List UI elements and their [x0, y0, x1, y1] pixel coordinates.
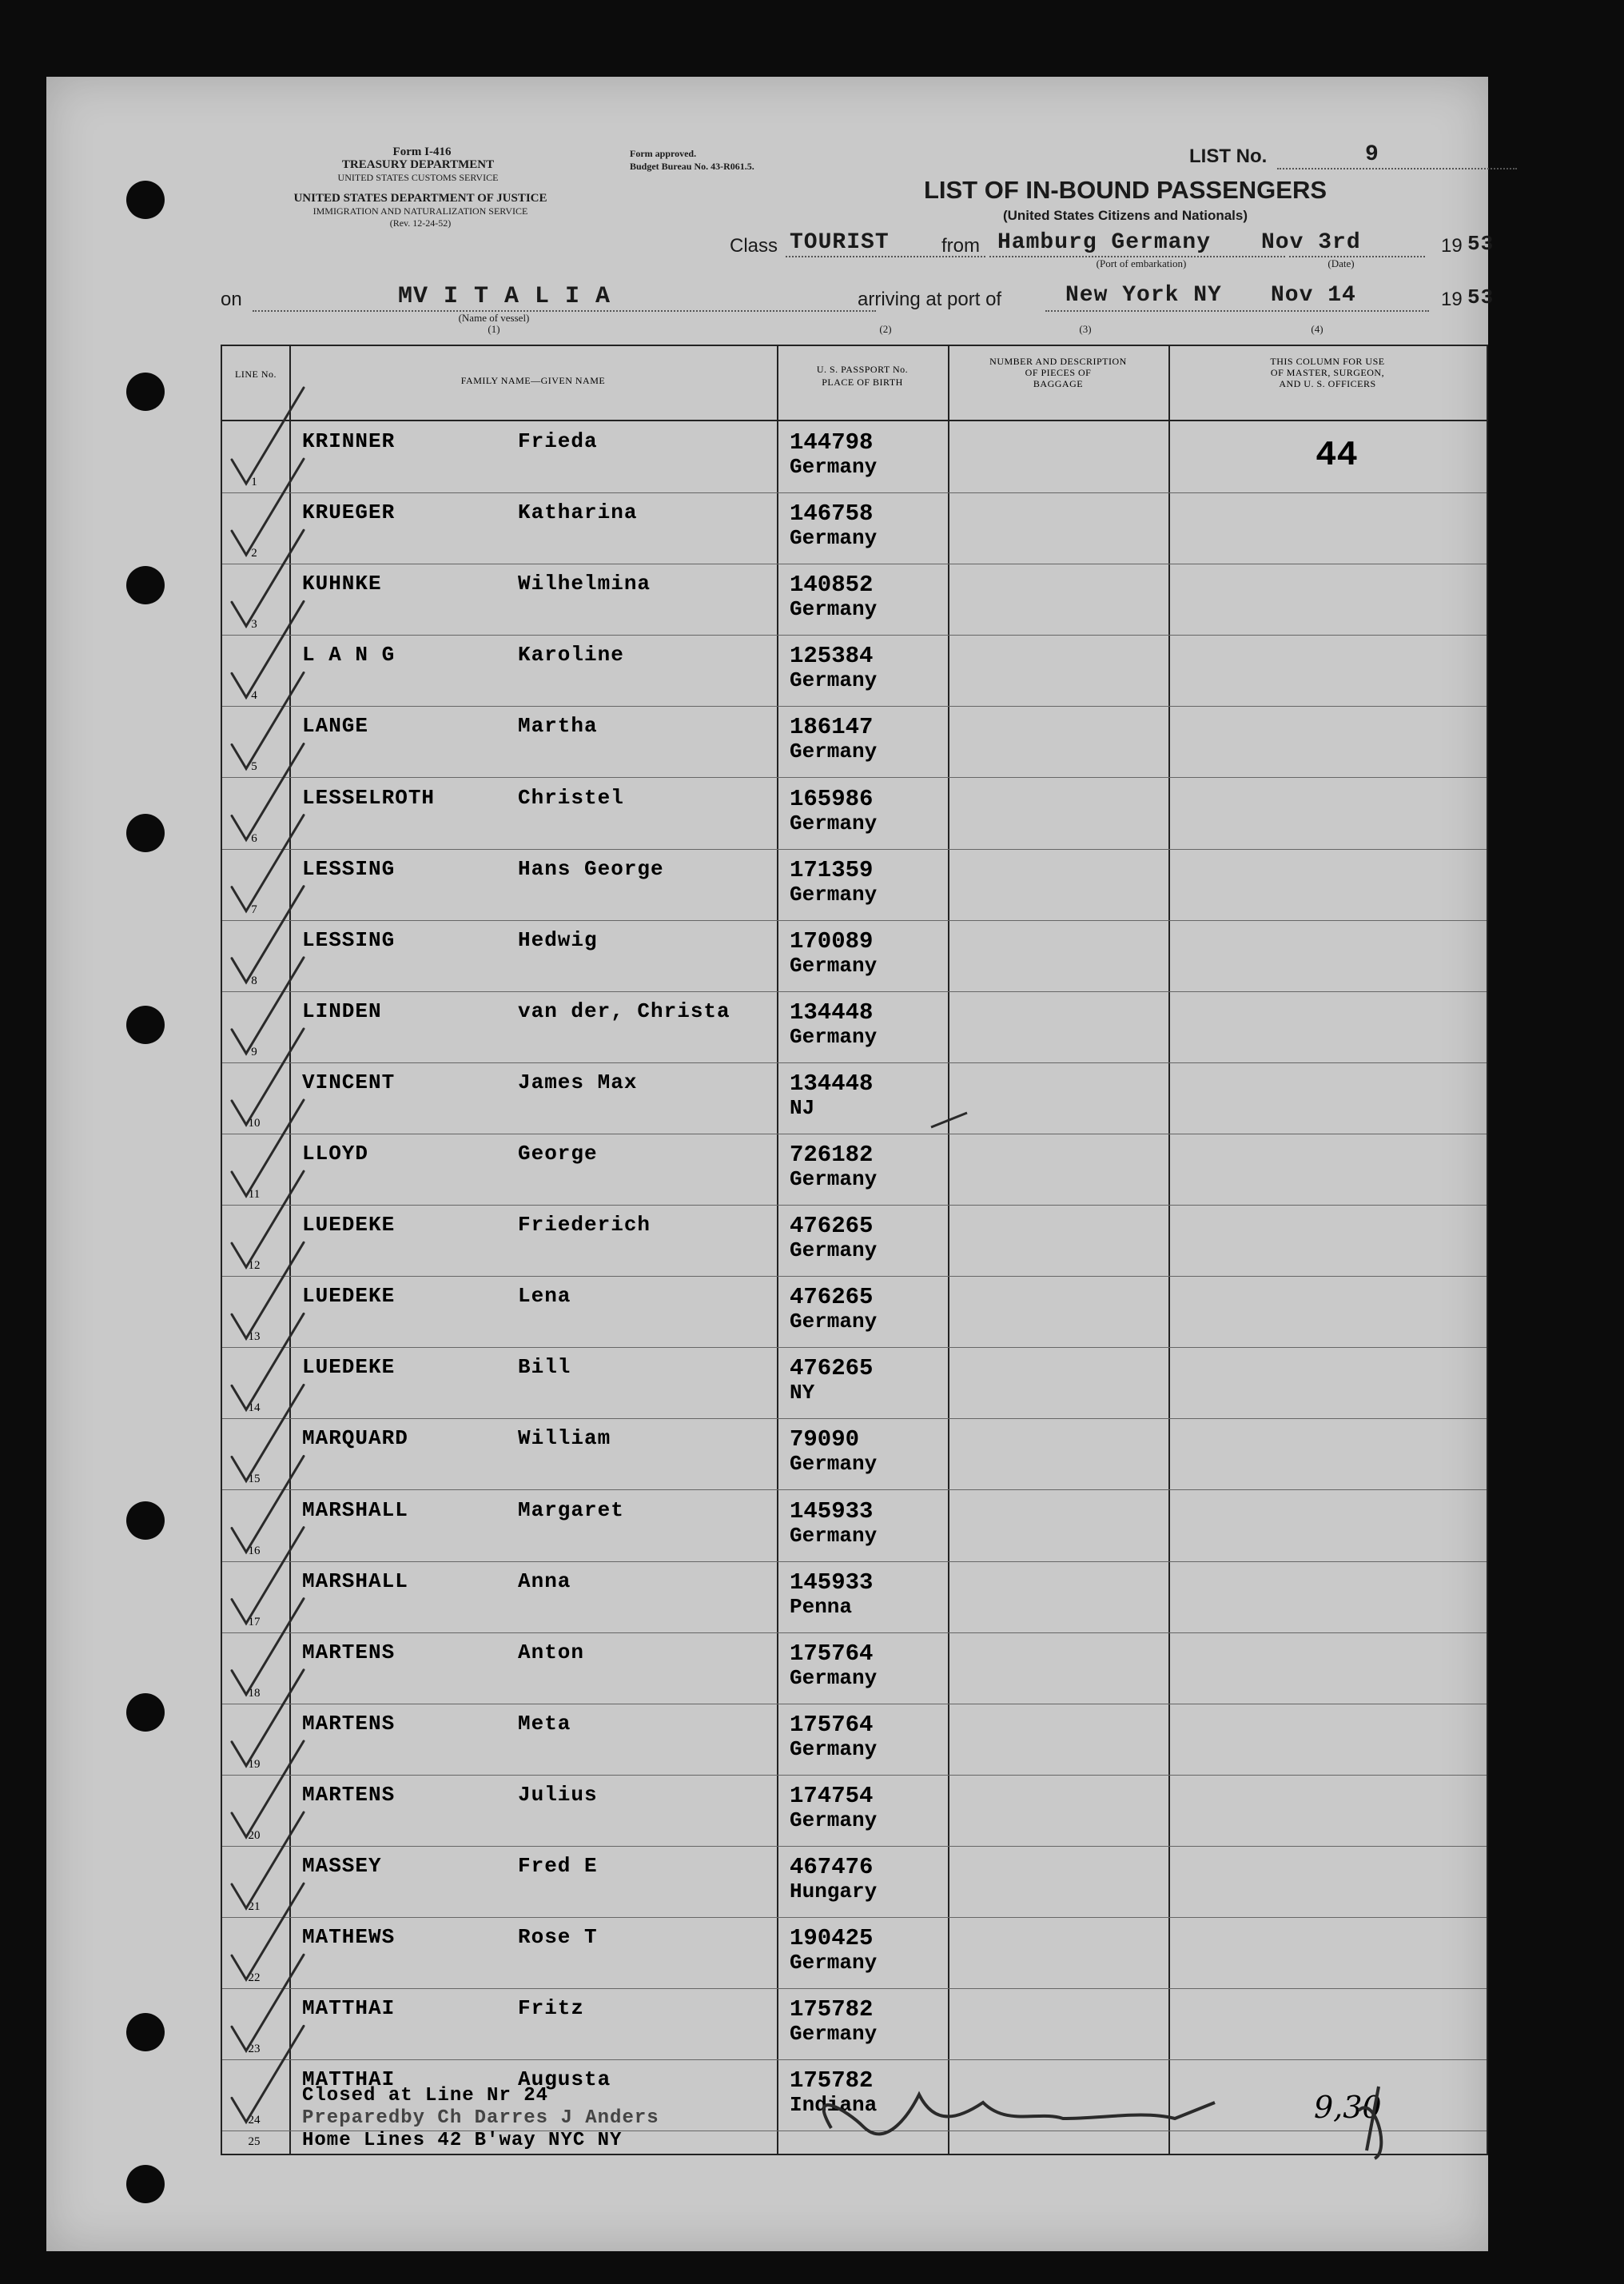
- ins-service: IMMIGRATION AND NATURALIZATION SERVICE: [312, 205, 528, 217]
- line-number: 8: [251, 974, 257, 987]
- table-row: [222, 564, 1487, 636]
- passport-number: 726182: [790, 1142, 874, 1168]
- table-row: [222, 849, 1487, 921]
- header-baggage-3: BAGGAGE: [1033, 378, 1084, 389]
- given-name: Fred E: [518, 1854, 598, 1878]
- passport-number: 145933: [790, 1569, 874, 1596]
- line-number: 15: [248, 1473, 261, 1486]
- col-2-num: (2): [879, 323, 892, 335]
- place-of-birth: Germany: [790, 1024, 878, 1049]
- passport-number: 186147: [790, 714, 874, 741]
- place-of-birth: Germany: [790, 1523, 878, 1548]
- given-name: Bill: [518, 1355, 571, 1380]
- table-row: [222, 1134, 1487, 1206]
- col-3-num: (3): [1079, 323, 1092, 335]
- family-name: MATHEWS: [302, 1925, 396, 1950]
- header-passport-2: PLACE OF BIRTH: [822, 377, 903, 388]
- place-of-birth: Hungary: [790, 1879, 878, 1903]
- table-row: [222, 1276, 1487, 1348]
- line-number: 23: [248, 2043, 261, 2056]
- table-row: [222, 778, 1487, 850]
- punch-hole: [126, 566, 165, 604]
- place-of-birth: Germany: [790, 1452, 878, 1477]
- year-value: 53: [1467, 232, 1495, 256]
- given-name: Hedwig: [518, 927, 598, 952]
- line-number: 25: [248, 2135, 261, 2148]
- line-number: 18: [248, 1686, 261, 1700]
- family-name: LESSING: [302, 927, 396, 952]
- page-title: LIST OF IN-BOUND PASSENGERS: [923, 176, 1327, 204]
- passport-number: 190425: [790, 1925, 874, 1952]
- given-name: William: [518, 1426, 611, 1451]
- on-label: on: [221, 289, 242, 310]
- family-name: MARTENS: [302, 1711, 396, 1736]
- line-number: 17: [248, 1615, 261, 1628]
- header-officers-2: OF MASTER, SURGEON,: [1270, 367, 1385, 378]
- arrival-port: New York NY: [1065, 283, 1222, 308]
- table-row: [222, 635, 1487, 707]
- passport-number: 175782: [790, 2067, 874, 2095]
- line-number: 3: [251, 618, 257, 632]
- place-of-birth: Germany: [790, 526, 878, 551]
- place-of-birth: Germany: [790, 2022, 878, 2047]
- passport-number: 175764: [790, 1711, 874, 1738]
- table-header: [222, 346, 1487, 421]
- line-number: 4: [251, 689, 257, 703]
- punch-hole: [126, 1006, 165, 1044]
- given-name: Wilhelmina: [518, 572, 651, 596]
- given-name: Margaret: [518, 1497, 624, 1522]
- place-of-birth: Germany: [790, 1665, 878, 1690]
- line-number: 22: [248, 1971, 261, 1985]
- given-name: Christel: [518, 785, 624, 810]
- place-of-birth: Germany: [790, 882, 878, 907]
- embarkation-date: Nov 3rd: [1261, 230, 1361, 255]
- passport-number: 476265: [790, 1213, 874, 1240]
- page-subtitle: (United States Citizens and Nationals): [1002, 208, 1248, 223]
- passport-number: 175782: [790, 1996, 874, 2023]
- family-name: KUHNKE: [302, 572, 382, 596]
- given-name: Augusta: [518, 2067, 611, 2092]
- place-of-birth: Penna: [790, 1594, 853, 1619]
- given-name: Martha: [518, 714, 598, 739]
- place-of-birth: Indiana: [790, 2093, 878, 2118]
- line-number: 7: [251, 903, 257, 916]
- vessel-col-num: (1): [488, 323, 500, 335]
- line-number: 14: [248, 1401, 261, 1415]
- family-name: LANGE: [302, 714, 369, 739]
- header-line-no: LINE No.: [235, 369, 277, 380]
- given-name: James Max: [518, 1070, 638, 1094]
- port-caption: (Port of embarkation): [1096, 257, 1187, 269]
- line-number: 21: [248, 1900, 261, 1913]
- line-number: 19: [248, 1757, 261, 1771]
- place-of-birth: Germany: [790, 1951, 878, 1975]
- given-name: Hans George: [518, 856, 664, 881]
- table-row: [222, 991, 1487, 1063]
- family-name: MARTENS: [302, 1782, 396, 1807]
- passport-number: 171359: [790, 856, 874, 883]
- family-name: MARSHALL: [302, 1569, 408, 1593]
- passport-number: 170089: [790, 927, 874, 955]
- arrival-date: Nov 14: [1271, 283, 1356, 308]
- given-name: Friederich: [518, 1213, 651, 1238]
- from-label: from: [941, 235, 980, 257]
- table-row: [222, 421, 1487, 493]
- form-revision: (Rev. 12-24-52): [389, 217, 452, 229]
- punch-hole: [126, 2013, 165, 2051]
- place-of-birth: Germany: [790, 953, 878, 978]
- closing-text: Closed at Line Nr 24: [302, 2085, 549, 2107]
- prepared-by: Preparedby Ch Darres J Anders: [302, 2107, 659, 2129]
- family-name: MASSEY: [302, 1854, 382, 1878]
- form-approved: Form approved.: [630, 148, 697, 159]
- punch-hole: [126, 373, 165, 411]
- given-name: Karoline: [518, 643, 624, 668]
- punch-hole: [126, 814, 165, 852]
- arriving-label: arriving at port of: [858, 289, 1002, 310]
- family-name: MARSHALL: [302, 1497, 408, 1522]
- table-row: [222, 1490, 1487, 1562]
- header-officers-1: THIS COLUMN FOR USE: [1270, 356, 1385, 367]
- family-name: LUEDEKE: [302, 1355, 396, 1380]
- table-row: [222, 1347, 1487, 1419]
- list-no-value: 9: [1365, 142, 1379, 167]
- given-name: Fritz: [518, 1996, 585, 2021]
- closing-row: [222, 2082, 1487, 2152]
- given-name: George: [518, 1142, 598, 1166]
- table-row: [222, 1704, 1487, 1776]
- line-number: 2: [251, 547, 257, 560]
- header-officers-3: AND U. S. OFFICERS: [1279, 378, 1376, 389]
- line-number: 12: [248, 1259, 261, 1273]
- header-passport-1: U. S. PASSPORT No.: [816, 364, 909, 375]
- given-name: Frieda: [518, 429, 598, 453]
- table-row: [222, 920, 1487, 992]
- list-no-line: [1277, 144, 1517, 169]
- place-of-birth: Germany: [790, 739, 878, 764]
- place-of-birth: Germany: [790, 455, 878, 479]
- list-no-label: LIST No.: [1189, 145, 1268, 167]
- line-number: 1: [251, 476, 257, 488]
- line-number: 24: [248, 2114, 261, 2127]
- passport-number: 140852: [790, 572, 874, 599]
- passport-number: 146758: [790, 500, 874, 528]
- passenger-table: [221, 345, 1488, 2155]
- arrival-year: 53: [1467, 285, 1495, 309]
- family-name: KRINNER: [302, 429, 396, 453]
- family-name: LINDEN: [302, 999, 382, 1023]
- line-number: 11: [248, 1188, 261, 1201]
- budget-bureau: Budget Bureau No. 43-R061.5.: [630, 161, 754, 172]
- family-name: MATTHAI: [302, 2067, 396, 2092]
- family-name: LUEDEKE: [302, 1284, 396, 1309]
- header-baggage-1: NUMBER AND DESCRIPTION: [989, 356, 1127, 367]
- class-label: Class: [730, 235, 778, 257]
- place-of-birth: Germany: [790, 1736, 878, 1761]
- family-name: L A N G: [302, 643, 396, 668]
- passport-number: 165986: [790, 785, 874, 812]
- given-name: Meta: [518, 1711, 571, 1736]
- line-number: 9: [251, 1045, 257, 1058]
- passport-number: 144798: [790, 429, 874, 456]
- home-lines: Home Lines 42 B'way NYC NY: [302, 2130, 623, 2151]
- table-row: [222, 1846, 1487, 1918]
- given-name: Julius: [518, 1782, 598, 1807]
- passport-number: 125384: [790, 643, 874, 670]
- passport-number: 467476: [790, 1854, 874, 1880]
- table-row: [222, 1561, 1487, 1633]
- passport-number: 476265: [790, 1355, 874, 1382]
- table-row: [222, 1418, 1487, 1490]
- table-row: [222, 1205, 1487, 1277]
- customs-service: UNITED STATES CUSTOMS SERVICE: [337, 172, 499, 183]
- place-of-birth: Germany: [790, 668, 878, 693]
- line-number: 16: [248, 1544, 261, 1557]
- punch-hole: [126, 181, 165, 219]
- passport-number: 145933: [790, 1497, 874, 1525]
- line-number: 10: [248, 1116, 261, 1130]
- place-of-birth: Germany: [790, 1808, 878, 1832]
- table-row: [222, 1775, 1487, 1847]
- passport-number: 476265: [790, 1284, 874, 1311]
- given-name: Lena: [518, 1284, 571, 1309]
- given-name: Anton: [518, 1640, 585, 1664]
- given-name: Anna: [518, 1569, 571, 1593]
- place-of-birth: Germany: [790, 1309, 878, 1334]
- table-row: [222, 706, 1487, 778]
- table-row: [222, 1988, 1487, 2060]
- table-row: [222, 1917, 1487, 1989]
- family-name: LESSELROTH: [302, 785, 436, 810]
- given-name: Rose T: [518, 1925, 598, 1950]
- family-name: VINCENT: [302, 1070, 396, 1094]
- place-of-birth: Germany: [790, 811, 878, 835]
- place-of-birth: NY: [790, 1381, 815, 1405]
- year-prefix: 19: [1441, 235, 1463, 257]
- passport-number: 134448: [790, 1070, 874, 1097]
- date-caption: (Date): [1327, 257, 1355, 269]
- family-name: LLOYD: [302, 1142, 369, 1166]
- vessel-name: MV I T A L I A: [398, 283, 611, 310]
- header-baggage-2: OF PIECES OF: [1025, 367, 1092, 378]
- place-of-birth: Germany: [790, 1238, 878, 1263]
- passport-number: 79090: [790, 1426, 860, 1453]
- family-name: MARQUARD: [302, 1426, 408, 1451]
- arrival-year-prefix: 19: [1441, 289, 1463, 310]
- punch-hole: [126, 1693, 165, 1732]
- place-of-birth: Germany: [790, 597, 878, 622]
- punch-hole: [126, 2165, 165, 2203]
- passport-number: 174754: [790, 1782, 874, 1809]
- family-name: MATTHAI: [302, 1996, 396, 2021]
- handwritten-time: 9,30: [1314, 2090, 1382, 2125]
- table-row: [222, 1062, 1487, 1134]
- family-name: LUEDEKE: [302, 1213, 396, 1238]
- class-value: TOURIST: [790, 230, 890, 255]
- passport-number: 175764: [790, 1640, 874, 1667]
- form-number: Form I-416: [392, 145, 452, 158]
- line-number: 13: [248, 1330, 261, 1344]
- embarkation-port: Hamburg Germany: [997, 230, 1212, 255]
- family-name: MARTENS: [302, 1640, 396, 1664]
- family-name: LESSING: [302, 856, 396, 881]
- col-4-num: (4): [1311, 323, 1323, 335]
- passport-number: 134448: [790, 999, 874, 1026]
- given-name: Katharina: [518, 500, 638, 525]
- family-name: KRUEGER: [302, 500, 396, 525]
- table-row: [222, 492, 1487, 564]
- place-of-birth: Germany: [790, 1167, 878, 1191]
- line-number: 20: [248, 1828, 261, 1842]
- vessel-caption: (Name of vessel): [458, 312, 530, 324]
- header-name: FAMILY NAME—GIVEN NAME: [460, 375, 606, 386]
- place-of-birth: NJ: [790, 1095, 815, 1120]
- officer-note: 44: [1316, 436, 1358, 476]
- punch-hole: [126, 1501, 165, 1540]
- line-number: 5: [251, 760, 257, 774]
- treasury-dept: TREASURY DEPARTMENT: [341, 158, 495, 171]
- line-number: 6: [251, 831, 257, 845]
- justice-dept: UNITED STATES DEPARTMENT OF JUSTICE: [293, 192, 547, 205]
- given-name: van der, Christa: [518, 999, 730, 1023]
- table-row: [222, 1632, 1487, 1704]
